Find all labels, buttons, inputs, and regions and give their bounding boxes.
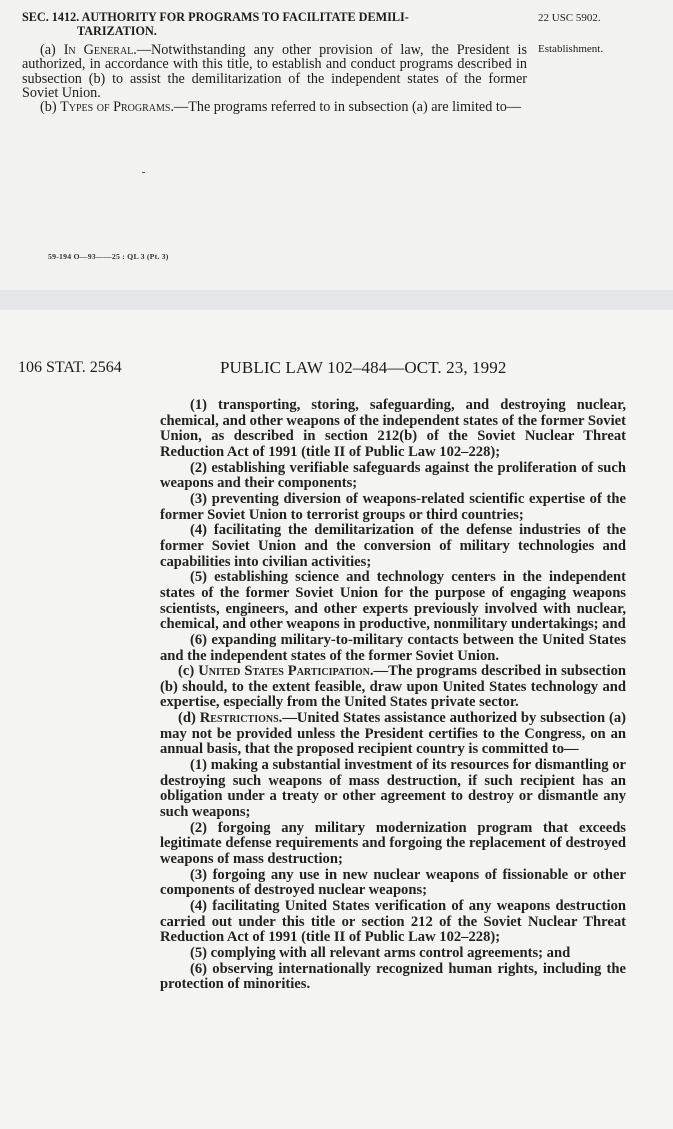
restriction-item-1: (1) making a substantial investment of its resources for dismantling or destroying such weapons of mass destruction, if such recipient has an obligation under a treaty or other agreement to destroy or dismantle any such weapons; [160, 757, 626, 821]
law-title: PUBLIC LAW 102–484—OCT. 23, 1992 [220, 358, 507, 377]
restriction-item-5: (5) complying with all relevant arms control agreements; and [190, 944, 571, 961]
section-heading-line2: TARIZATION. [77, 24, 157, 38]
restriction-item-4: (4) facilitating United States verification of any weapons destruction carried out under this title or section 212 of the Soviet Nuclear Threat Reduction Act of 1991 (title II of Public Law 102–228); [160, 898, 626, 946]
paragraph-c [160, 664, 626, 711]
gpo-print-line: 59-194 O—93——25 : QL 3 (Pt. 3) [48, 252, 169, 261]
program-item-6: (6) expanding military-to-military contacts between the United States and the independent states of the former Soviet Union. [160, 631, 626, 664]
program-item-1: (1) transporting, storing, safeguarding, and destroying nuclear, chemical, and other weapons of the independent states of the former Soviet Union, as described in section 212(b) of the Soviet Nuclear Threat Reduction Act of 1991 (title II of Public Law 102–228); [160, 397, 626, 460]
program-item-3: (3) preventing diversion of weapons-related scientific expertise of the former Soviet Union to terrorist groups or third countries; [160, 490, 626, 523]
restriction-item-3: (3) forgoing any use in new nuclear weapons of fissionable or other components of destroyed nuclear weapons; [160, 866, 626, 899]
paragraph-b-text: —The programs referred to in subsection (a) are limited to— [174, 99, 522, 116]
section-heading-line1: SEC. 1412. AUTHORITY FOR PROGRAMS TO FACILITATE DEMILI- [22, 10, 409, 24]
page-separator [0, 290, 673, 310]
section-heading [22, 10, 532, 38]
stat-reference: 106 STAT. 2564 [18, 359, 122, 376]
paragraph-d-text: —United States assistance authorized by subsection (a) may not be provided unless the President certifies to the Congress, on an annual basis, that the proposed recipient country is committed to— [160, 710, 626, 758]
program-item-4: (4) facilitating the demilitarization of the defense industries of the former Soviet Union and the conversion of military technologies and capabilities into civilian activities; [160, 522, 626, 570]
restriction-item-2: (2) forgoing any military modernization program that exceeds legitimate defense requirements and forgoing the replacement of destroyed weapons of mass destruction; [160, 819, 626, 868]
paragraph-a-heading: In General. [63, 42, 137, 58]
paragraph-d [160, 711, 626, 758]
paragraph-c-heading: United States Participation. [198, 663, 374, 680]
running-header [18, 358, 558, 378]
paragraph-b-label: (b) [40, 99, 61, 116]
top-body-text [22, 43, 527, 114]
paragraph-c-label: (c) [178, 663, 199, 680]
paragraph-c-text: —The programs described in subsection (b) should, to the extent feasible, draw upon United States technology and expertise, especially from the United States private sector. [160, 663, 626, 711]
paragraph-a-text: —Notwithstanding any other provision of law, the President is authorized, in accordance with this title, to establish and conduct programs described in subsection (b) to assist the demilitarization of the independent states of the former Soviet Union. [22, 42, 527, 101]
paragraph-a [22, 43, 527, 100]
bottom-body-text [160, 398, 626, 993]
paragraph-d-label: (d) [178, 710, 200, 727]
paragraph-d-heading: Restrictions. [199, 710, 283, 727]
paragraph-a-label: (a) [40, 42, 64, 58]
paragraph-b-heading: Types of Programs. [60, 99, 174, 116]
margin-note-establishment: Establishment. [538, 43, 604, 55]
stray-mark [142, 172, 145, 173]
program-item-5: (5) establishing science and technology centers in the independent states of the former Soviet Union for the purpose of engaging weapons scientists, engineers, and other experts previously involved with nuclear, chemical, and other weapons in productive, nonmilitary undertakings; and [160, 569, 626, 633]
margin-note-usc: 22 USC 5902. [538, 12, 601, 24]
program-item-2: (2) establishing verifiable safeguards against the proliferation of such weapons and their components; [160, 459, 626, 492]
paragraph-b [22, 100, 527, 114]
restriction-item-6: (6) observing internationally recognized human rights, including the protection of minorities. [160, 960, 626, 993]
